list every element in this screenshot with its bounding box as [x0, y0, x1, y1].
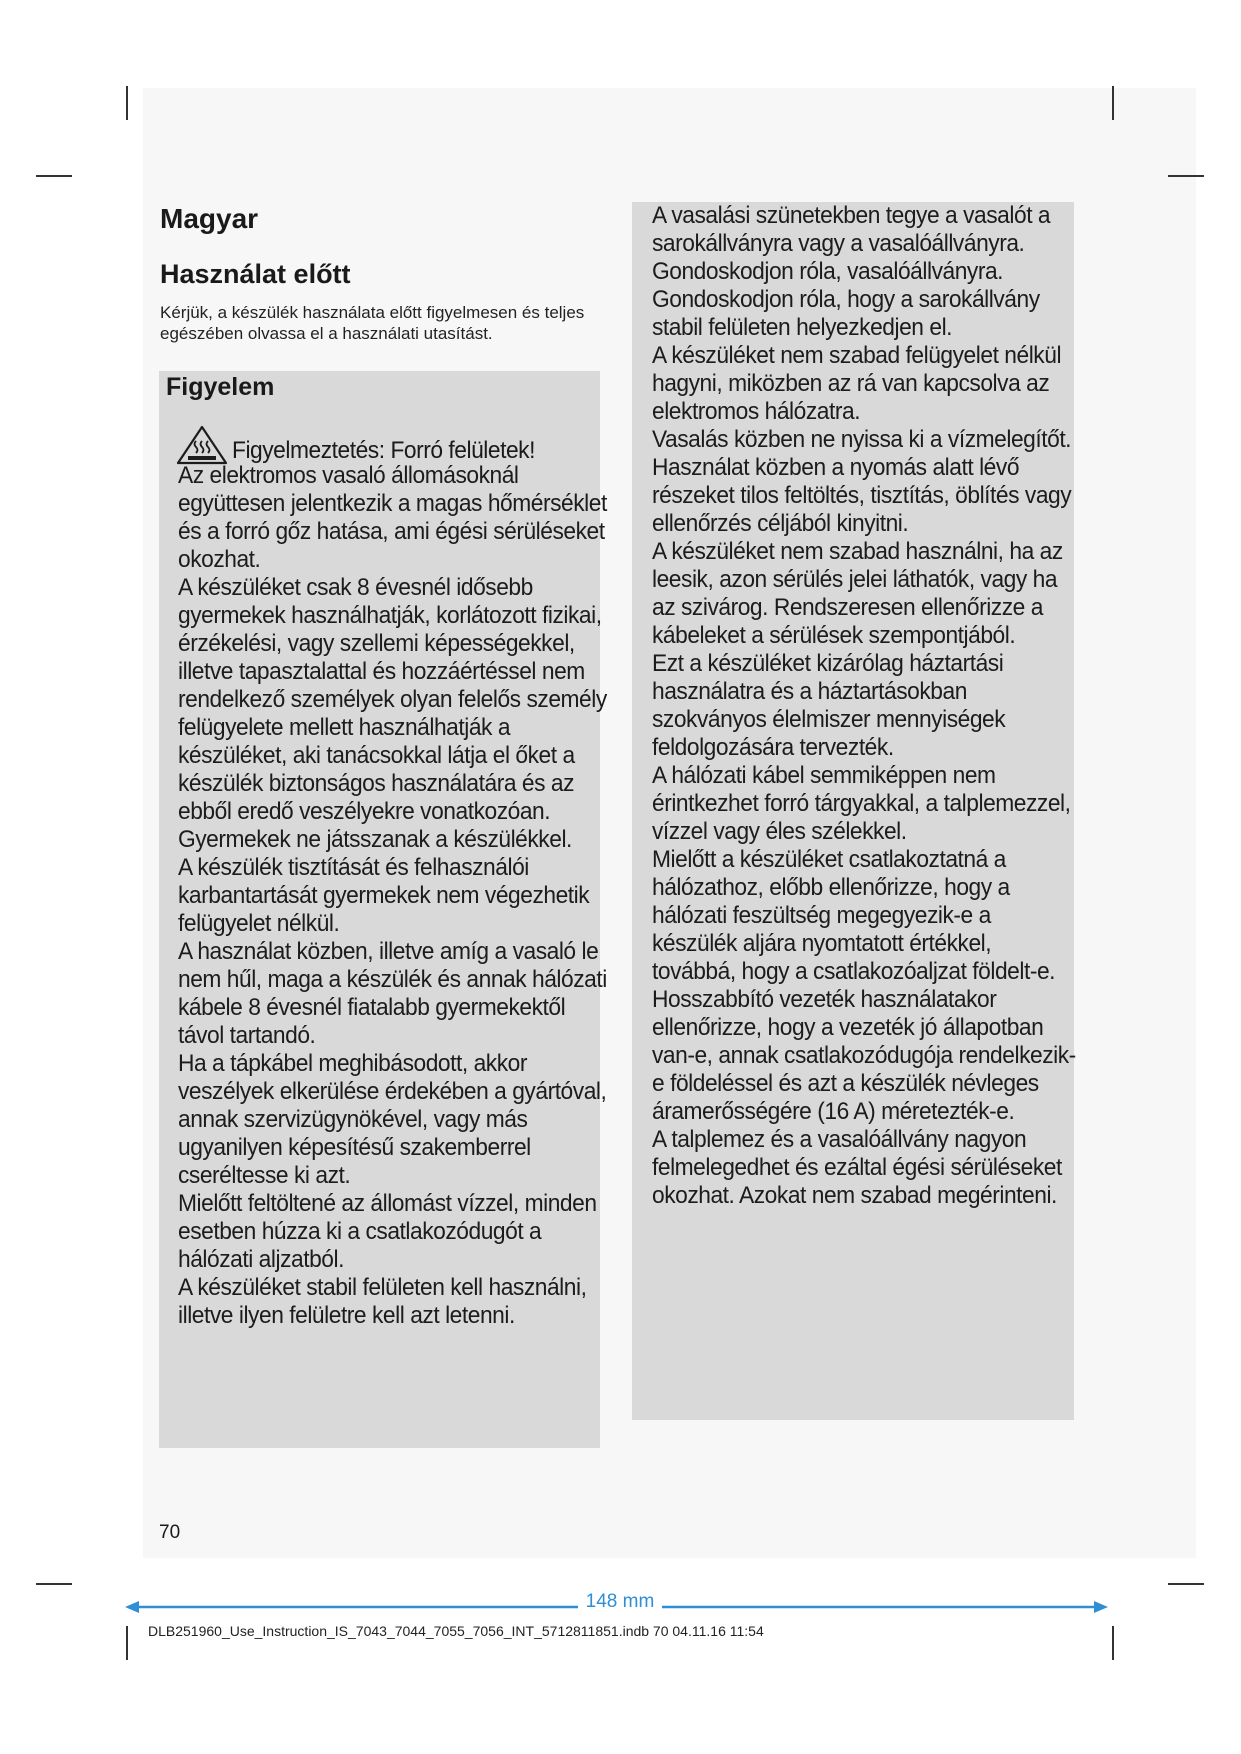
warning-paragraph: Hosszabbító vezeték használatakor ellenőrizze, hogy a vezeték jó állapotban van-e, annak csatlakozódugója rendelkezik-e földeléssel és azt a készülék névleges áramerősségére (16 A) méretezték-e. [652, 986, 1076, 1125]
warning-paragraph: A készüléket nem szabad használni, ha az leesik, azon sérülés jelei láthatók, vagy ha az szivárog. Rendszeresen ellenőrizze a kábeleket a sérülések szempontjából. [652, 538, 1063, 649]
section-heading: Használat előtt [160, 259, 351, 289]
language-heading: Magyar [160, 203, 259, 234]
print-slug: DLB251960_Use_Instruction_IS_7043_7044_7055_7056_INT_5712811851.indb 70 04.11.16 11:54 [148, 1623, 764, 1639]
warning-paragraph: Ha a tápkábel meghibásodott, akkor veszélyek elkerülése érdekében a gyártóval, annak szervizügynökével, vagy más ugyanilyen képesítésű szakemberrel cseréltesse ki azt. [178, 1050, 607, 1189]
warning-paragraph: Vasalás közben ne nyissa ki a vízmelegítőt. [652, 426, 1072, 453]
warning-paragraph: A vasalási szünetekben tegye a vasalót a sarokállványra vagy a vasalóállványra. Gondoskodjon róla, vasalóállványra. Gondoskodjon róla, hogy a sarokállvány stabil felületen helyezkedjen el. [652, 202, 1051, 341]
warning-paragraph: A készüléket nem szabad felügyelet nélkül hagyni, miközben az rá van kapcsolva az elektromos hálózatra. [652, 342, 1062, 425]
hot-surface-warning [176, 425, 558, 465]
warning-column-left [178, 462, 613, 1330]
dimension-label: 148 mm [578, 1591, 662, 1613]
crop-mark [126, 1626, 128, 1660]
warning-paragraph: A talplemez és a vasalóállvány nagyon felmelegedhet és ezáltal égési sérüléseket okozhat. Azokat nem szabad megérinteni. [652, 1126, 1062, 1209]
warning-paragraph: Az elektromos vasaló állomásoknál együttesen jelentkezik a magas hőmérséklet és a forró gőz hatása, ami égési sérüléseket okozhat. [178, 462, 607, 573]
warning-paragraph: Használat közben a nyomás alatt lévő részeket tilos feltöltés, tisztítás, öblítés vagy ellenőrzés céljából kinyitni. [652, 454, 1072, 537]
crop-mark [126, 86, 128, 120]
warning-paragraph: A készüléket csak 8 évesnél idősebb gyermekek használhatják, korlátozott fizikai, érzékelési, vagy szellemi képességekkel, illetve tapasztalattal és hozzáértéssel nem rendelkező személyek olyan felelős személy felügyelete mellett használhatják a készüléket, aki tanácsokkal látja el őket a készülék biztonságos használatára és az ebből eredő veszélyekre vonatkozóan. [178, 574, 607, 825]
crop-mark [36, 175, 72, 177]
warning-paragraph: Mielőtt feltöltené az állomást vízzel, minden esetben húzza ki a csatlakozódugót a hálózati aljzatból. [178, 1190, 597, 1273]
warning-paragraph: Gyermekek ne játsszanak a készülékkel. [178, 826, 572, 853]
crop-mark [1168, 1583, 1204, 1585]
hot-surface-warning-icon [176, 425, 228, 465]
crop-mark [1112, 86, 1114, 120]
hot-surface-heading: Figyelmeztetés: Forró felületek! [232, 437, 535, 464]
warning-paragraph: A készülék tisztítását és felhasználói karbantartását gyermekek nem végezhetik felügyelet nélkül. [178, 854, 590, 937]
warning-paragraph: A használat közben, illetve amíg a vasaló le nem hűl, maga a készülék és annak hálózati kábele 8 évesnél fiatalabb gyermekektől távol tartandó. [178, 938, 607, 1049]
intro-text: Kérjük, a készülék használata előtt figyelmesen és teljes egészében olvassa el a használati utasítást. [160, 303, 585, 343]
page-number: 70 [159, 1522, 181, 1543]
crop-mark [36, 1583, 72, 1585]
warning-paragraph: A hálózati kábel semmiképpen nem érintkezhet forró tárgyakkal, a talplemezzel, vízzel vagy éles szélekkel. [652, 762, 1071, 845]
warning-box-title: Figyelem [166, 373, 275, 401]
crop-mark [1168, 175, 1204, 177]
warning-column-right [652, 202, 1080, 1210]
crop-mark [1112, 1626, 1114, 1660]
warning-paragraph: Ezt a készüléket kizárólag háztartási használatra és a háztartásokban szokványos élelmiszer mennyiségek feldolgozására tervezték. [652, 650, 1006, 761]
warning-paragraph: A készüléket stabil felületen kell használni, illetve ilyen felületre kell azt letenni. [178, 1274, 587, 1329]
warning-paragraph: Mielőtt a készüléket csatlakoztatná a hálózathoz, előbb ellenőrizze, hogy a hálózati feszültség megegyezik-e a készülék aljára nyomtatott értékkel, továbbá, hogy a csatlakozóaljzat földelt-e. [652, 846, 1056, 985]
